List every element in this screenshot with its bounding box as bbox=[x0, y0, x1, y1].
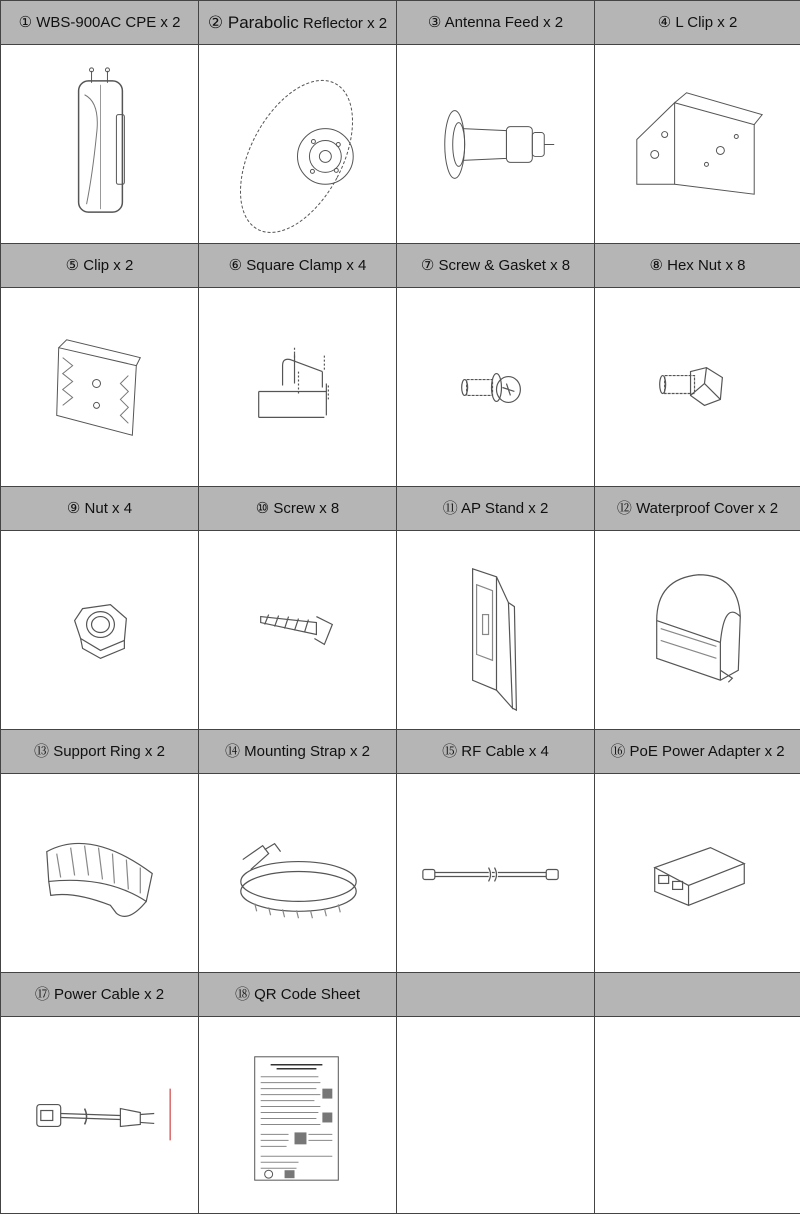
item-image-cell bbox=[397, 531, 595, 730]
item-label: ⑩ Screw x 8 bbox=[199, 487, 397, 531]
rf-cable-icon bbox=[397, 774, 594, 972]
item-label: ⑤ Clip x 2 bbox=[1, 244, 199, 288]
nut-icon bbox=[1, 531, 198, 729]
image-row bbox=[1, 531, 800, 730]
item-image-cell bbox=[199, 1017, 397, 1214]
item-label: ⑮ RF Cable x 4 bbox=[397, 730, 595, 774]
image-row bbox=[1, 288, 800, 487]
item-image-cell bbox=[1, 1017, 199, 1214]
antenna-feed-icon bbox=[397, 45, 594, 243]
empty-cell bbox=[595, 1017, 800, 1214]
item-image-cell bbox=[595, 774, 800, 973]
item-image-cell bbox=[199, 288, 397, 487]
item-label-part: Reflector x 2 bbox=[299, 15, 387, 32]
item-image-cell bbox=[397, 45, 595, 244]
item-label: ⑦ Screw & Gasket x 8 bbox=[397, 244, 595, 288]
header-row bbox=[1, 487, 800, 531]
hex-nut-icon bbox=[595, 288, 800, 486]
item-label bbox=[595, 973, 800, 1017]
item-image-cell bbox=[595, 531, 800, 730]
item-label: ⑧ Hex Nut x 8 bbox=[595, 244, 800, 288]
item-image-cell bbox=[397, 288, 595, 487]
poe-adapter-icon bbox=[595, 774, 800, 972]
qr-code-sheet-icon bbox=[199, 1017, 396, 1213]
item-label: ⑫ Waterproof Cover x 2 bbox=[595, 487, 800, 531]
item-image-cell bbox=[397, 774, 595, 973]
cpe-device-icon bbox=[1, 45, 198, 243]
header-row bbox=[1, 244, 800, 288]
l-clip-icon bbox=[595, 45, 800, 243]
item-label bbox=[199, 1, 397, 45]
item-label: ⑰ Power Cable x 2 bbox=[1, 973, 199, 1017]
item-label: ⑨ Nut x 4 bbox=[1, 487, 199, 531]
item-label: ③ Antenna Feed x 2 bbox=[397, 1, 595, 45]
item-image-cell bbox=[1, 288, 199, 487]
ap-stand-icon bbox=[397, 531, 594, 729]
support-ring-icon bbox=[1, 774, 198, 972]
square-clamp-icon bbox=[199, 288, 396, 486]
item-label: ⑪ AP Stand x 2 bbox=[397, 487, 595, 531]
item-label: ④ L Clip x 2 bbox=[595, 1, 800, 45]
item-image-cell bbox=[595, 45, 800, 244]
header-row bbox=[1, 730, 800, 774]
item-label-part: ② Parabolic bbox=[208, 13, 299, 32]
image-row bbox=[1, 774, 800, 973]
item-label: ⑥ Square Clamp x 4 bbox=[199, 244, 397, 288]
item-label: ⑭ Mounting Strap x 2 bbox=[199, 730, 397, 774]
waterproof-cover-icon bbox=[595, 531, 800, 729]
parabolic-reflector-icon bbox=[199, 45, 396, 243]
screw-gasket-icon bbox=[397, 288, 594, 486]
item-image-cell bbox=[1, 774, 199, 973]
item-image-cell bbox=[199, 774, 397, 973]
item-image-cell bbox=[1, 45, 199, 244]
screw-icon bbox=[199, 531, 396, 729]
mounting-strap-icon bbox=[199, 774, 396, 972]
item-image-cell bbox=[1, 531, 199, 730]
item-label bbox=[397, 973, 595, 1017]
power-cable-icon bbox=[1, 1017, 198, 1213]
item-label: ① WBS-900AC CPE x 2 bbox=[1, 1, 199, 45]
image-row bbox=[1, 1017, 800, 1214]
item-image-cell bbox=[199, 531, 397, 730]
clip-icon bbox=[1, 288, 198, 486]
header-row bbox=[1, 1, 800, 45]
empty-cell bbox=[397, 1017, 595, 1214]
item-image-cell bbox=[595, 288, 800, 487]
item-label: ⑬ Support Ring x 2 bbox=[1, 730, 199, 774]
image-row bbox=[1, 45, 800, 244]
item-label: ⑱ QR Code Sheet bbox=[199, 973, 397, 1017]
header-row bbox=[1, 973, 800, 1017]
item-label: ⑯ PoE Power Adapter x 2 bbox=[595, 730, 800, 774]
item-image-cell bbox=[199, 45, 397, 244]
